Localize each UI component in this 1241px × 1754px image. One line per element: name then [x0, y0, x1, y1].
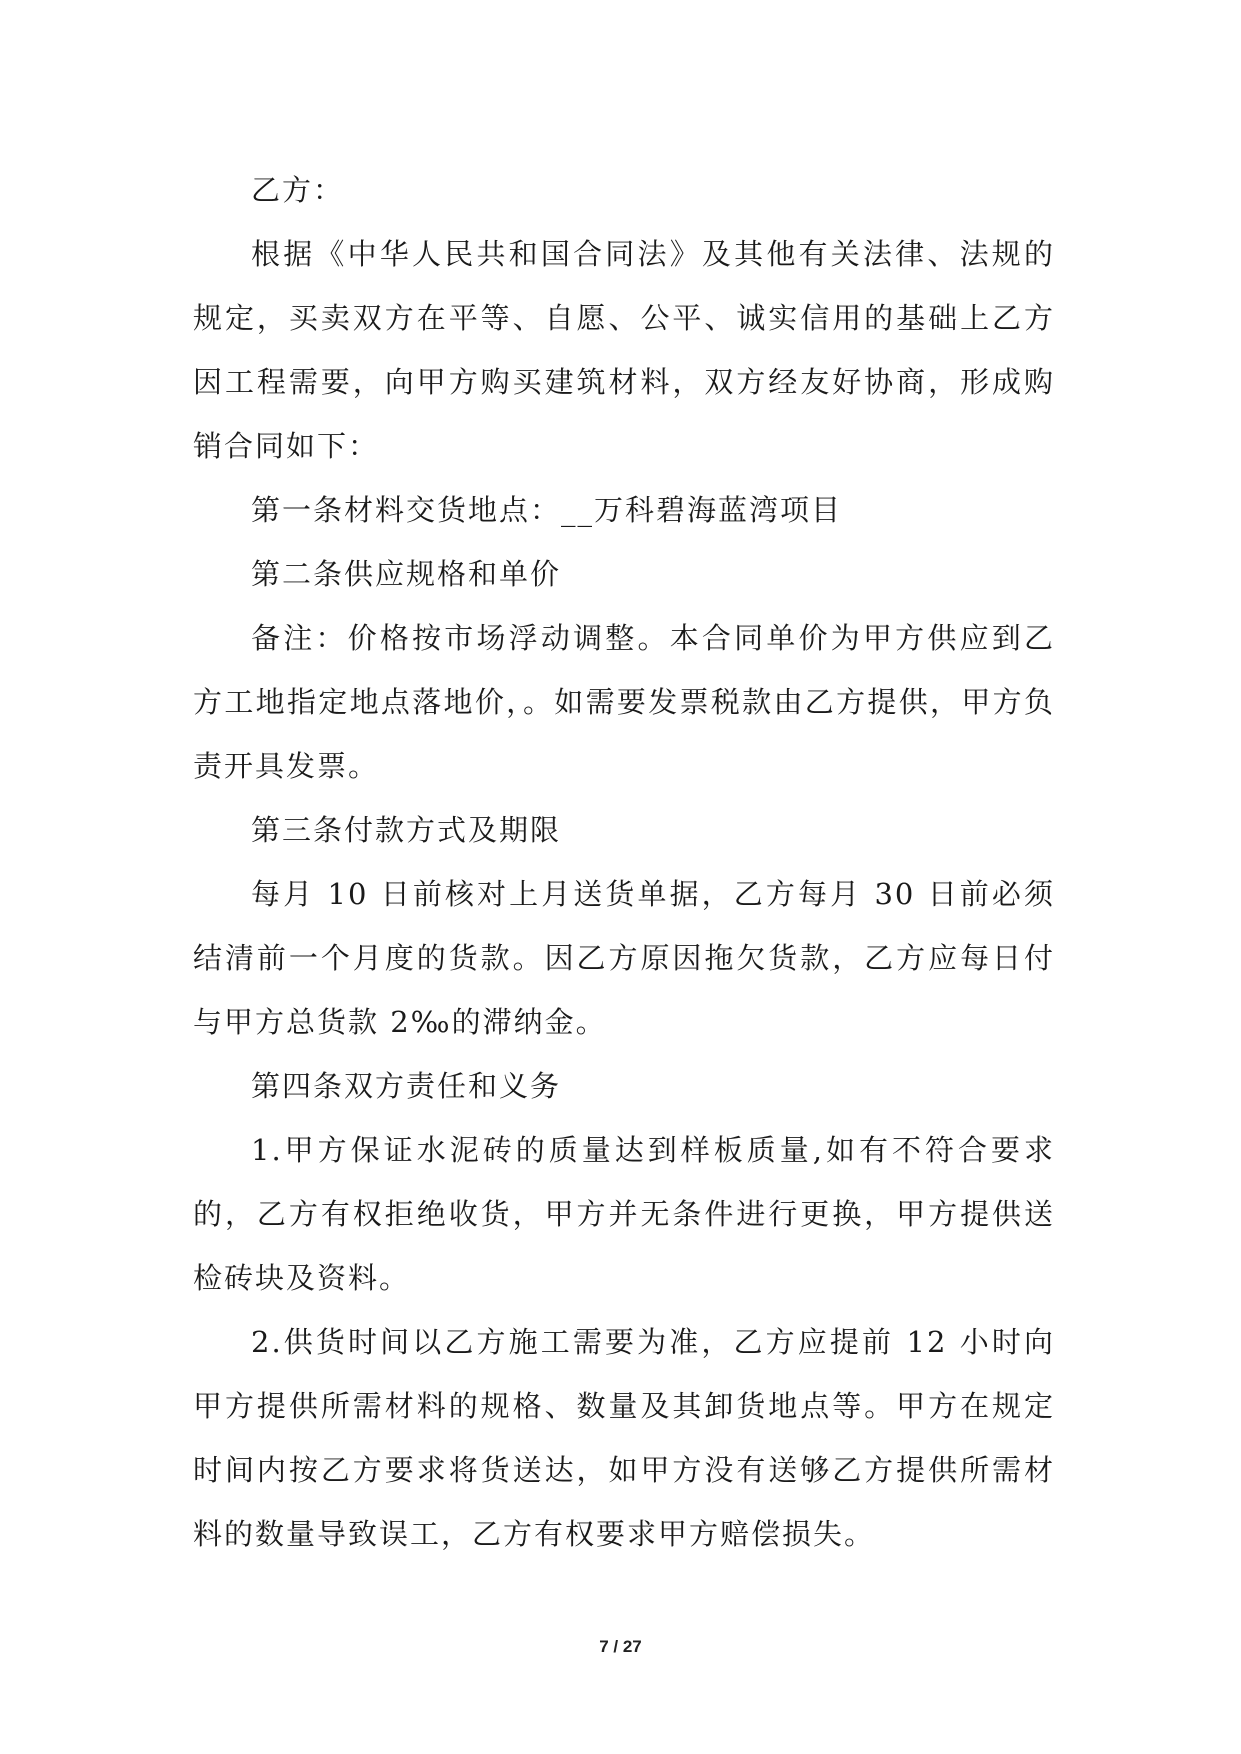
payment-terms-paragraph: 每月 10 日前核对上月送货单据，乙方每月 30 日前必须结清前一个月度的货款。因乙方原因拖欠货款，乙方应每日付与甲方总货款 2‰的滞纳金。: [193, 877, 1055, 1039]
price-note-paragraph: 备注：价格按市场浮动调整。本合同单价为甲方供应到乙方工地指定地点落地价，。如需要发票税款由乙方提供，甲方负责开具发票。: [193, 621, 1055, 783]
article-1-delivery-location: 第一条材料交货地点：__万科碧海蓝湾项目: [251, 493, 843, 527]
contract-body: [193, 158, 1055, 1566]
clause-1-quality: 1.甲方保证水泥砖的质量达到样板质量,如有不符合要求的，乙方有权拒绝收货，甲方并无条件进行更换，甲方提供送检砖块及资料。: [193, 1133, 1055, 1295]
article-2-heading: 第二条供应规格和单价: [251, 557, 562, 591]
article-3-heading: 第三条付款方式及期限: [251, 813, 562, 847]
clause-2-delivery-time: 2.供货时间以乙方施工需要为准，乙方应提前 12 小时向甲方提供所需材料的规格、数量及其卸货地点等。甲方在规定时间内按乙方要求将货送达，如甲方没有送够乙方提供所需材料的数量导致误工，乙方有权要求甲方赔偿损失。: [193, 1325, 1055, 1551]
party-b-line: 乙方：: [251, 173, 345, 207]
preamble-paragraph: 根据《中华人民共和国合同法》及其他有关法律、法规的规定，买卖双方在平等、自愿、公平、诚实信用的基础上乙方因工程需要，向甲方购买建筑材料，双方经友好协商，形成购销合同如下：: [193, 237, 1055, 463]
page-number: 7 / 27: [599, 1637, 642, 1656]
article-4-heading: 第四条双方责任和义务: [251, 1069, 562, 1103]
